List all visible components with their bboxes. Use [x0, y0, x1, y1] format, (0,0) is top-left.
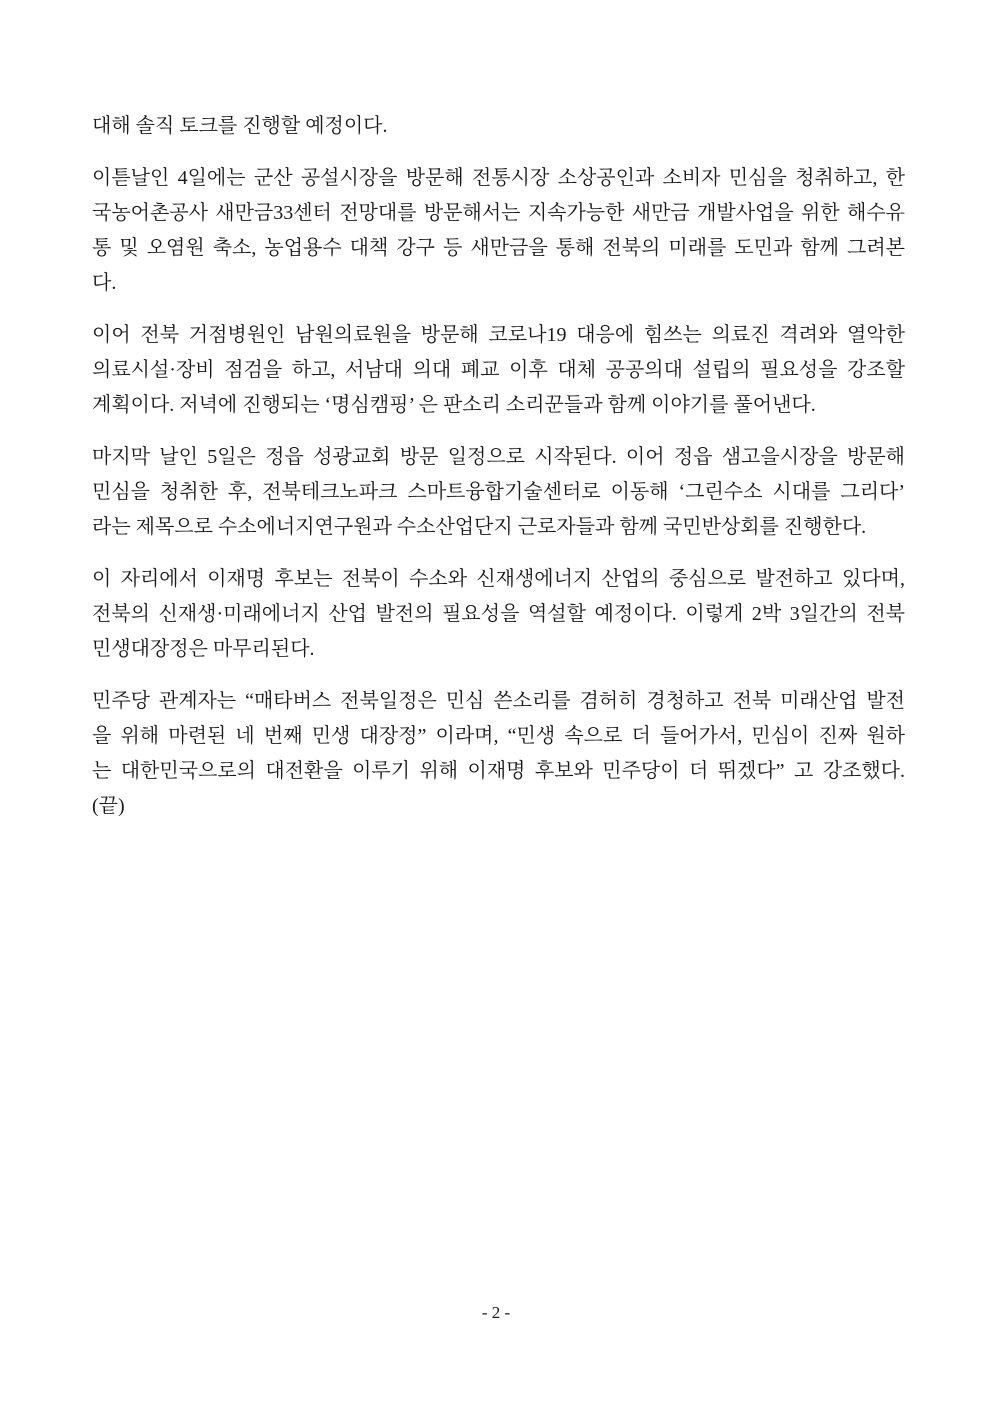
text-line: 대해 솔직 토크를 진행할 예정이다.: [92, 115, 388, 137]
paragraph: [92, 109, 905, 144]
paragraph: [92, 440, 905, 545]
document-body: [92, 109, 905, 841]
text-line: 는 대한민국으로의 대전환을 이루기 위해 이재명 후보와 민주당이 더 뛰겠다” 고 강조했다.: [92, 760, 905, 782]
text-line: 통 및 오염원 축소, 농업용수 대책 강구 등 새만금을 통해 전북의 미래를 도민과 함께 그려본: [92, 237, 905, 259]
text-line: 전북의 신재생·미래에너지 산업 발전의 필요성을 역설할 예정이다. 이렇게 2박 3일간의 전북: [92, 603, 905, 625]
text-line: 마지막 날인 5일은 정읍 성광교회 방문 일정으로 시작된다. 이어 정읍 샘고을시장을 방문해: [92, 446, 905, 468]
text-line: 민생대장정은 마무리된다.: [92, 638, 315, 660]
paragraph: [92, 161, 905, 301]
text-line: 이어 전북 거점병원인 남원의료원을 방문해 코로나19 대응에 힘쓰는 의료진 격려와 열악한: [92, 324, 905, 346]
text-line: 이튿날인 4일에는 군산 공설시장을 방문해 전통시장 소상공인과 소비자 민심을 청취하고, 한: [92, 167, 905, 189]
paragraph: [92, 562, 905, 667]
page-number: - 2 -: [481, 1303, 511, 1322]
text-line: 의료시설·장비 점검을 하고, 서남대 의대 폐교 이후 대체 공공의대 설립의 필요성을 강조할: [92, 359, 905, 381]
text-line: 다.: [92, 272, 117, 294]
paragraph: [92, 318, 905, 423]
text-line: 을 위해 마련된 네 번째 민생 대장정” 이라며, “민생 속으로 더 들어가서, 민심이 진짜 원하: [92, 725, 905, 747]
text-line: (끝): [92, 795, 125, 817]
text-line: 라는 제목으로 수소에너지연구원과 수소산업단지 근로자들과 함께 국민반상회를 진행한다.: [92, 516, 867, 538]
paragraph: [92, 684, 905, 824]
text-line: 국농어촌공사 새만금33센터 전망대를 방문해서는 지속가능한 새만금 개발사업을 위한 해수유: [92, 202, 905, 224]
text-line: 민주당 관계자는 “매타버스 전북일정은 민심 쓴소리를 겸허히 경청하고 전북 미래산업 발전: [92, 690, 905, 712]
text-line: 민심을 청취한 후, 전북테크노파크 스마트융합기술센터로 이동해 ‘그린수소 시대를 그리다’: [92, 481, 905, 503]
text-line: 이 자리에서 이재명 후보는 전북이 수소와 신재생에너지 산업의 중심으로 발전하고 있다며,: [92, 568, 905, 590]
text-line: 계획이다. 저녁에 진행되는 ‘명심캠핑’ 은 판소리 소리꾼들과 함께 이야기를 풀어낸다.: [92, 394, 816, 416]
